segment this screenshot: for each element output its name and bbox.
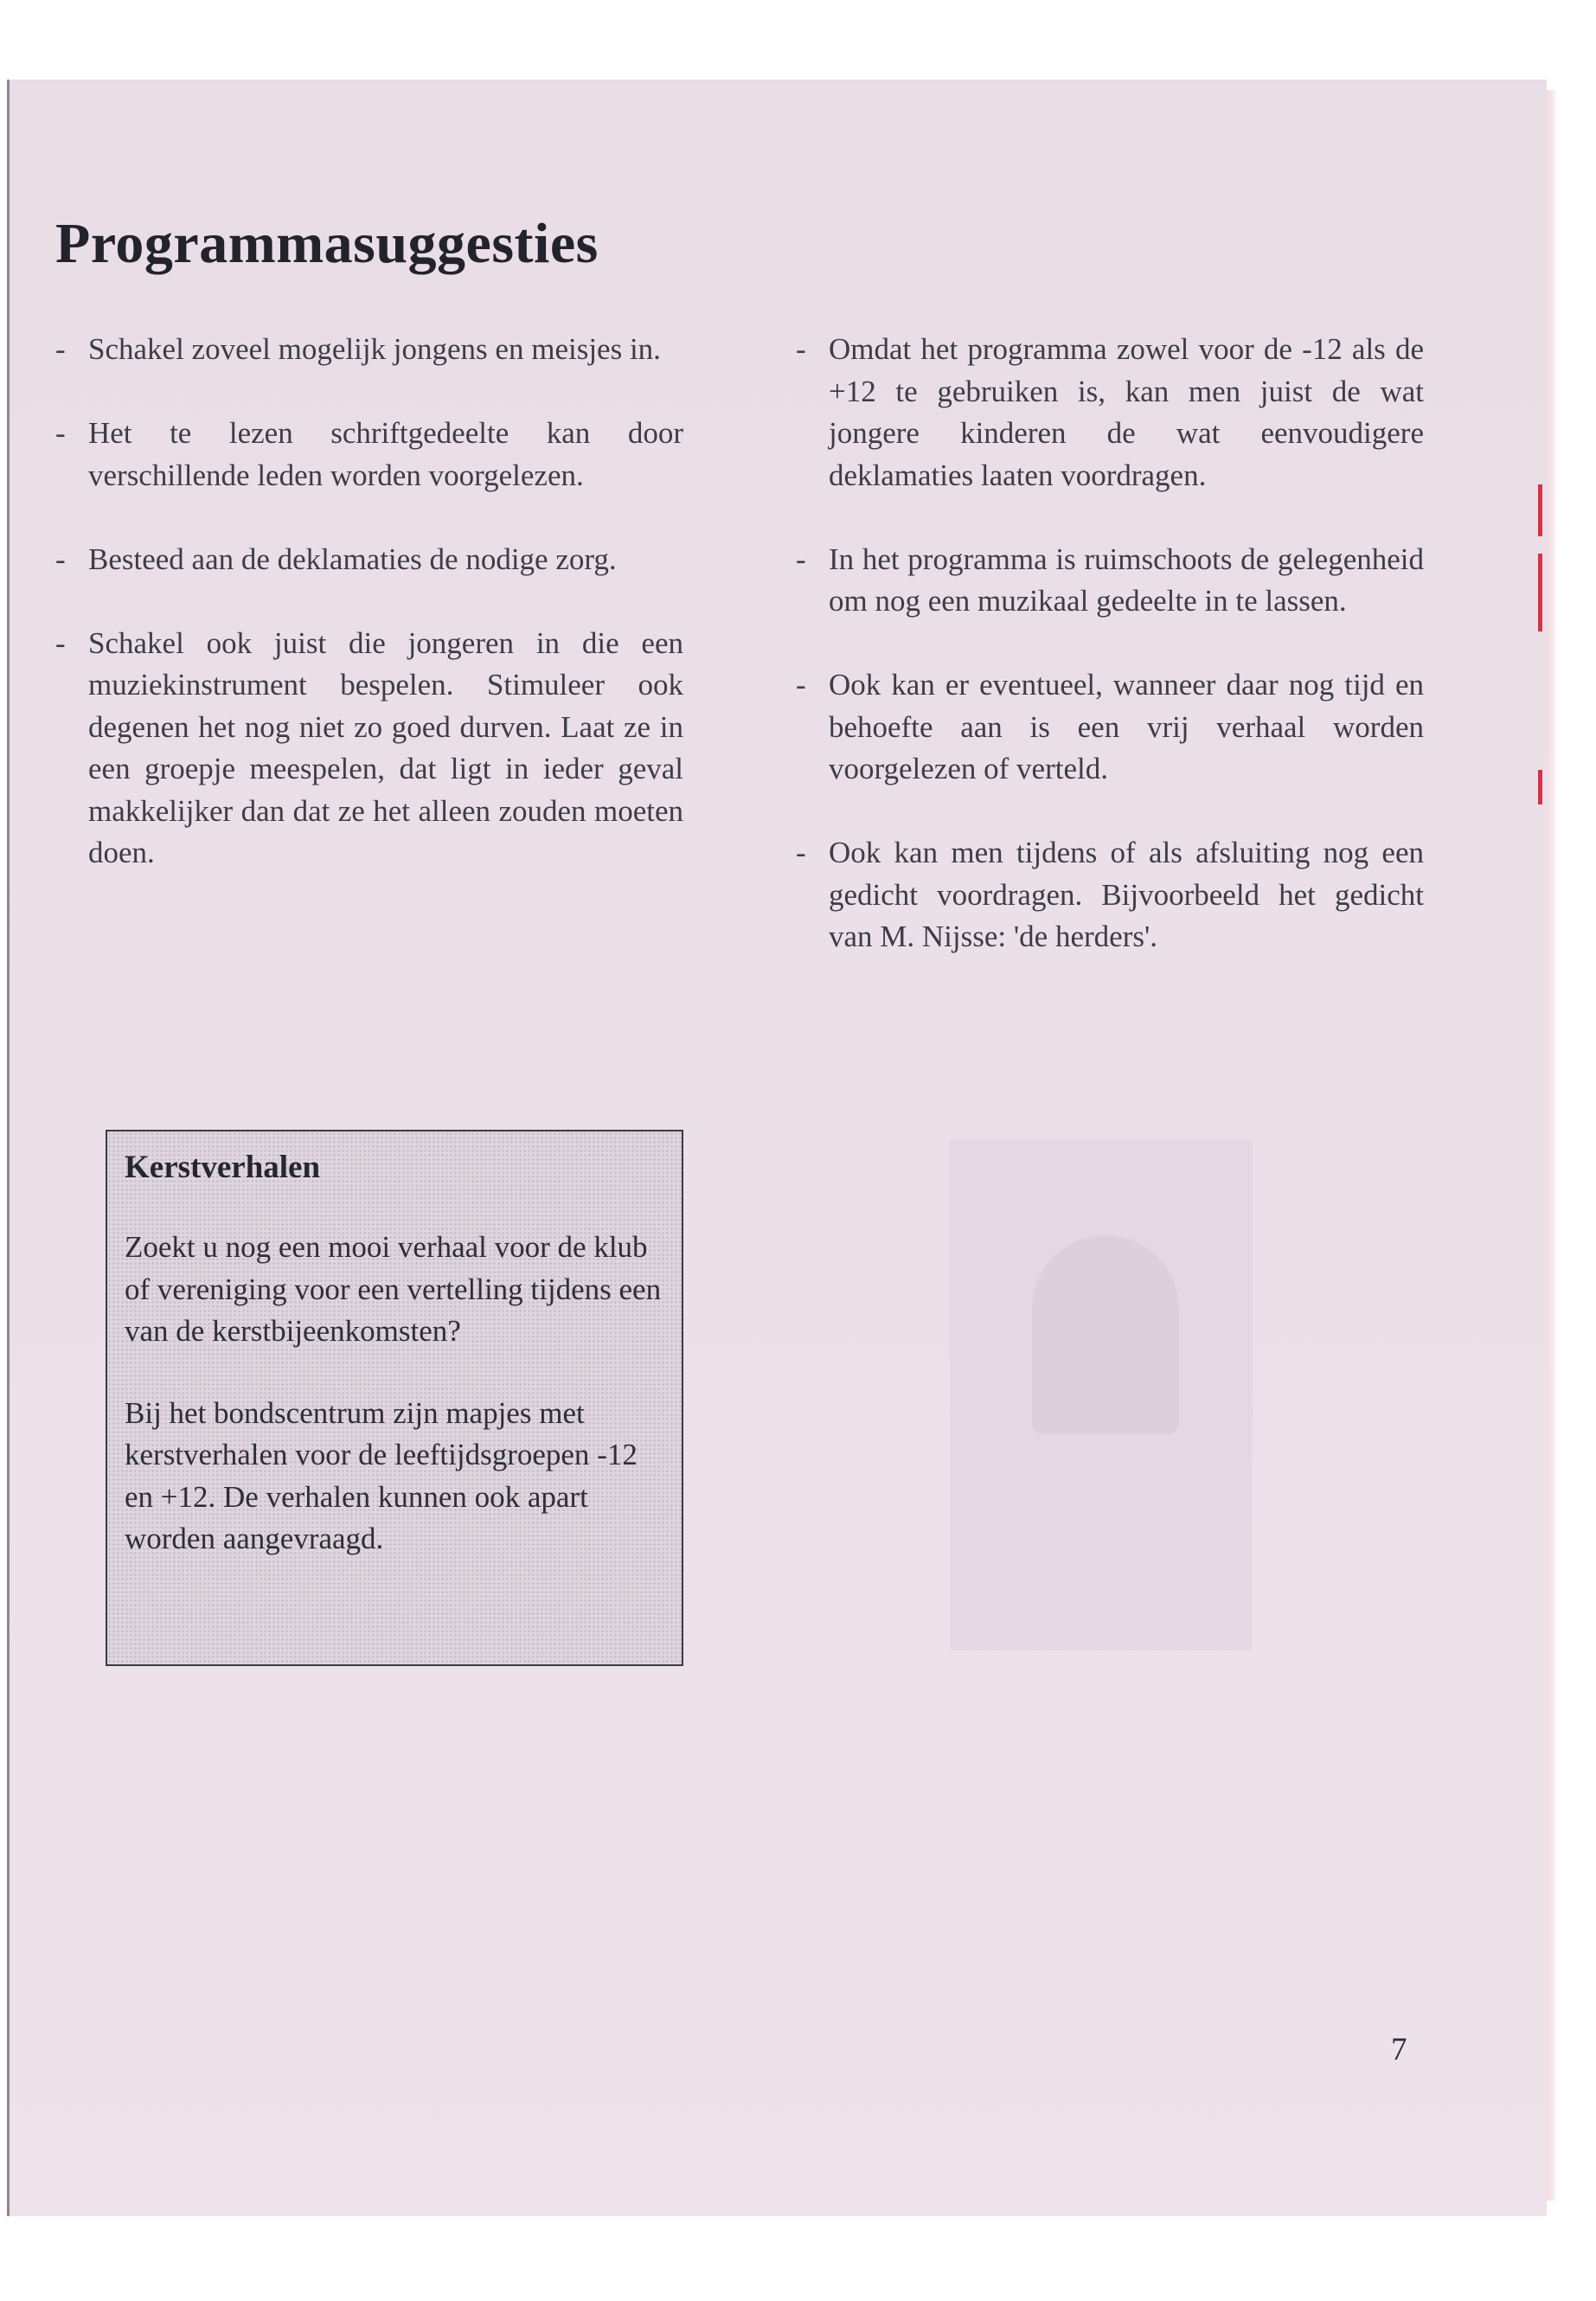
list-item-text: Schakel zoveel mogelijk jongens en meisjes in. <box>88 332 661 366</box>
list-item-text: In het programma is ruimschoots de gelegenheid om nog een muzikaal gedeelte in te lassen. <box>829 542 1424 618</box>
list-item-text: Ook kan men tijdens of als afsluiting nog een gedicht voordragen. Bijvoorbeeld het gedicht van M. Nijsse: 'de herders'. <box>829 836 1424 953</box>
page-title: Programmasuggesties <box>55 212 599 275</box>
list-item-text: Omdat het programma zowel voor de -12 als de +12 te gebruiken is, kan men juist de wat jongere kinderen de wat eenvoudigere deklamaties laaten voordragen. <box>829 332 1424 492</box>
list-item <box>54 329 683 371</box>
edge-mark <box>1538 554 1542 631</box>
box-paragraph: Bij het bondscentrum zijn mapjes met kerstverhalen voor de leeftijdsgroepen -12 en +12. De verhalen kunnen ook apart worden aangevraagd. <box>125 1395 638 1555</box>
list-item-text: Ook kan er eventueel, wanneer daar nog tijd en behoefte aan is een vrij verhaal worden voorgelezen of verteld. <box>829 668 1424 785</box>
list-item <box>794 539 1424 623</box>
kerstverhalen-box <box>106 1130 683 1666</box>
list-item <box>54 539 683 581</box>
list-item <box>794 329 1424 497</box>
bell-icon <box>1032 1235 1179 1434</box>
show-through-bell-illustration <box>950 1140 1253 1650</box>
box-paragraph: Zoekt u nog een mooi verhaal voor de klub of vereniging voor een vertelling tijdens een van de kerstbijeenkomsten? <box>125 1230 662 1348</box>
list-item <box>54 623 683 875</box>
list-dash: - <box>55 416 66 450</box>
list-item-text: Het te lezen schriftgedeelte kan door verschillende leden worden voorgelezen. <box>88 416 683 492</box>
list-dash: - <box>55 542 66 576</box>
list-item-text: Schakel ook juist die jongeren in die een muziekinstrument bespelen. Stimuleer ook degenen het nog niet zo goed durven. Laat ze in een groepje meespelen, dat ligt in ieder geval makkelijker dan dat ze het alleen zouden moeten doen. <box>88 625 683 869</box>
list-dash: - <box>55 332 66 366</box>
left-column <box>54 329 683 875</box>
page-number: 7 <box>1391 2032 1407 2067</box>
list-item-text: Besteed aan de deklamaties de nodige zorg. <box>88 542 617 576</box>
list-dash: - <box>796 332 806 366</box>
list-item <box>54 413 683 497</box>
edge-mark <box>1538 770 1542 804</box>
edge-mark <box>1538 484 1542 536</box>
list-dash: - <box>796 668 806 702</box>
list-dash: - <box>796 542 806 576</box>
page-edge <box>1547 90 1557 2201</box>
right-column <box>794 329 1424 958</box>
box-title: Kerstverhalen <box>125 1150 321 1185</box>
list-dash: - <box>796 836 806 869</box>
list-dash: - <box>55 625 66 660</box>
list-item <box>794 664 1424 791</box>
list-item <box>794 832 1424 958</box>
